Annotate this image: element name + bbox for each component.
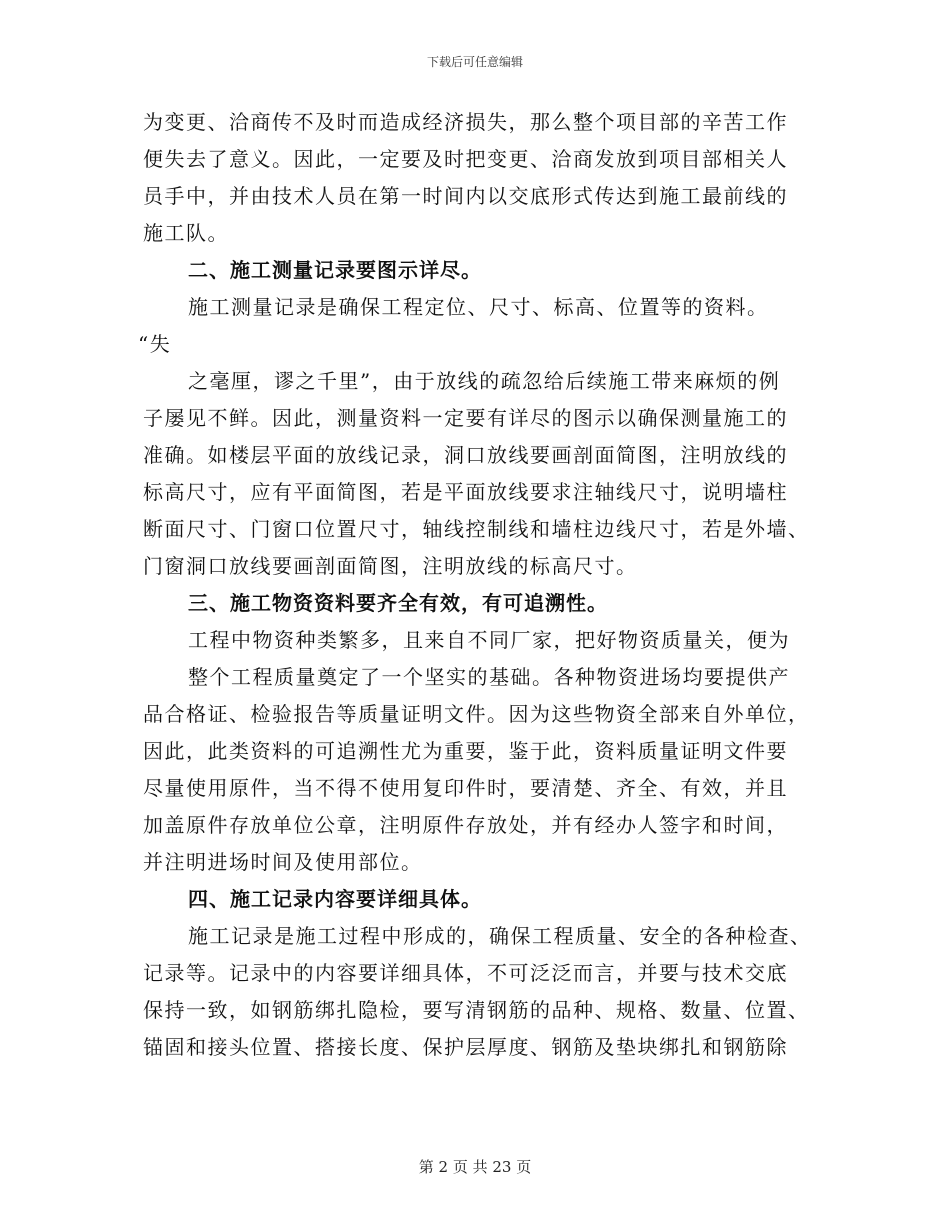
paragraph-line: 工程中物资种类繁多，且来自不同厂家，把好物资质量关，便为 <box>188 628 790 652</box>
section-heading-3: 三、施工物资资料要齐全有效，有可追溯性。 <box>188 591 608 615</box>
section-heading-4: 四、施工记录内容要详细具体。 <box>188 887 482 911</box>
paragraph-line: 子屡见不鲜。因此，测量资料一定要有详尽的图示以确保测量施工的 <box>143 406 788 430</box>
paragraph-line: 准确。如楼层平面的放线记录，洞口放线要画剖面简图，注明放线的 <box>143 443 788 467</box>
paragraph-line: 尽量使用原件，当不得不使用复印件时，要清楚、齐全、有效，并且 <box>143 776 788 800</box>
paragraph-line: 断面尺寸、门窗口位置尺寸，轴线控制线和墙柱边线尺寸，若是外墙、 <box>143 517 810 541</box>
paragraph-line: 记录等。记录中的内容要详细具体，不可泛泛而言，并要与技术交底 <box>143 961 788 985</box>
paragraph-line: 保持一致，如钢筋绑扎隐检，要写清钢筋的品种、规格、数量、位置、 <box>143 998 810 1022</box>
paragraph-line: 门窗洞口放线要画剖面简图，注明放线的标高尺寸。 <box>143 554 638 578</box>
paragraph-line: 标高尺寸，应有平面简图，若是平面放线要求注轴线尺寸，说明墙柱 <box>143 480 788 504</box>
section-heading-2: 二、施工测量记录要图示详尽。 <box>188 258 482 282</box>
paragraph-line: 之毫厘，谬之千里”，由于放线的疏忽给后续施工带来麻烦的例 <box>188 369 781 393</box>
page-header: 下载后可任意编辑 <box>426 55 523 69</box>
paragraph-line: 因此，此类资料的可追溯性尤为重要，鉴于此，资料质量证明文件要 <box>143 739 788 763</box>
paragraph-line: “失 <box>138 332 172 356</box>
paragraph-line: 施工记录是施工过程中形成的，确保工程质量、安全的各种检查、 <box>188 924 812 948</box>
paragraph-line: 锚固和接头位置、搭接长度、保护层厚度、钢筋及垫块绑扎和钢筋除 <box>143 1035 788 1059</box>
paragraph-line: 施工测量记录是确保工程定位、尺寸、标高、位置等的资料。 <box>188 295 769 319</box>
paragraph-line: 员手中，并由技术人员在第一时间内以交底形式传达到施工最前线的 <box>143 184 788 208</box>
paragraph-line: 整个工程质量奠定了一个坚实的基础。各种物资进场均要提供产 <box>188 665 790 689</box>
document-body <box>138 104 823 1066</box>
paragraph-line: 施工队。 <box>143 221 229 245</box>
paragraph-line: 品合格证、检验报告等质量证明文件。因为这些物资全部来自外单位， <box>143 702 810 726</box>
page-footer: 第 2 页 共 23 页 <box>418 1158 532 1176</box>
paragraph-line: 并注明进场时间及使用部位。 <box>143 850 423 874</box>
paragraph-line: 便失去了意义。因此，一定要及时把变更、洽商发放到项目部相关人 <box>143 147 788 171</box>
paragraph-line: 加盖原件存放单位公章，注明原件存放处，并有经办人签字和时间， <box>143 813 788 837</box>
paragraph-line: 为变更、洽商传不及时而造成经济损失，那么整个项目部的辛苦工作 <box>143 110 788 134</box>
